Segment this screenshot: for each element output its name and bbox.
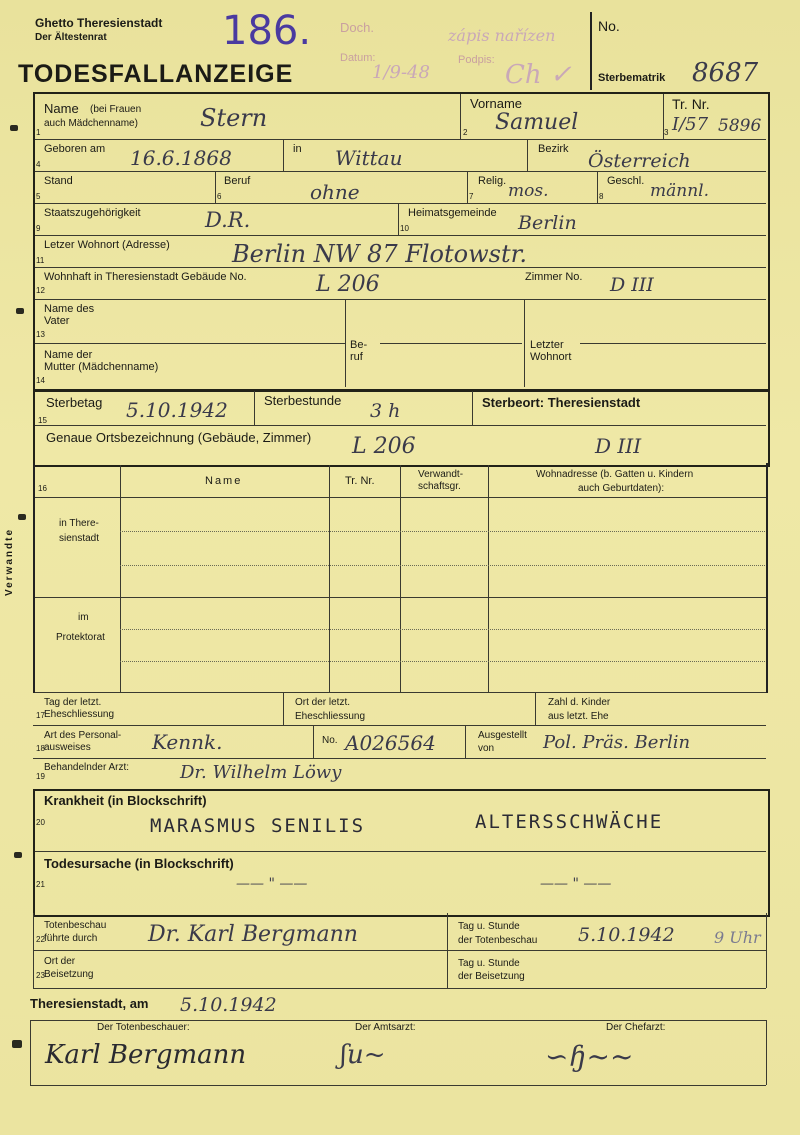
divider	[30, 1020, 31, 1085]
trnr-value2: 5896	[718, 116, 762, 136]
totenbeschau-tag-value: 5.10.1942	[578, 924, 675, 946]
col-divider	[329, 465, 330, 693]
totenbeschau-value: Dr. Karl Bergmann	[148, 922, 358, 947]
geschl-label: Geschl.	[607, 175, 645, 187]
zimmer-value: D III	[610, 274, 654, 296]
place-date-label: Theresienstadt, am	[30, 996, 149, 1011]
divider	[524, 299, 525, 387]
illness-box	[33, 789, 770, 917]
sig2-signature: ʃu~	[340, 1040, 386, 1070]
stamp-signature: Ch ✓	[505, 60, 572, 90]
stamp-note: zápis nařízen	[448, 26, 556, 45]
ausweis-no-value: A026564	[345, 731, 436, 755]
row-line	[33, 988, 766, 989]
dotted-line	[120, 661, 765, 662]
field-number: 4	[36, 160, 41, 169]
geschl-value: männl.	[650, 181, 709, 201]
org-name: Ghetto Theresienstadt	[35, 16, 163, 30]
divider	[465, 725, 466, 758]
col-trnr: Tr. Nr.	[345, 475, 375, 487]
divider	[460, 94, 461, 139]
group-protektorat: im	[78, 612, 89, 623]
wohnhaft-label: Wohnhaft in Theresienstadt Gebäude No.	[44, 271, 247, 283]
totenbeschau-label: Totenbeschau	[44, 920, 107, 931]
handwritten-record-number: 186.	[222, 8, 312, 54]
totenbeschau-tag-label2: der Totenbeschau	[458, 935, 538, 946]
orts-value: L 206	[352, 434, 416, 459]
beruf-parent-label2: ruf	[350, 351, 363, 363]
field-number: 23	[36, 971, 45, 980]
heimat-label: Heimatsgemeinde	[408, 207, 497, 219]
row-line	[30, 1085, 766, 1086]
trnr-value: I/57	[672, 114, 709, 135]
name-hint2: auch Mädchenname)	[44, 118, 138, 129]
divider	[597, 171, 598, 203]
ursache-ditto2: —— " ——	[540, 876, 612, 892]
col-verw: Verwandt-	[418, 469, 464, 480]
row-line	[580, 343, 766, 344]
field-number: 12	[36, 286, 45, 295]
group-theresienstadt: in There-	[59, 518, 99, 529]
sig1-label: Der Totenbeschauer:	[97, 1022, 190, 1033]
geboren-label: Geboren am	[44, 143, 106, 155]
marriage-ort-label2: Eheschliessung	[295, 711, 366, 722]
row-line	[33, 950, 766, 951]
row-line	[35, 203, 766, 204]
sterbetag-value: 5.10.1942	[126, 398, 228, 422]
col-name: Name	[205, 475, 243, 487]
row-line	[35, 851, 766, 852]
kinder-label: Zahl d. Kinder	[548, 697, 611, 708]
relig-value: mos.	[508, 181, 549, 201]
field-number: 9	[36, 224, 41, 233]
dotted-line	[120, 629, 765, 630]
krankheit-value2: ALTERSSCHWÄCHE	[475, 811, 664, 833]
stamp-podpis: Podpis:	[458, 54, 495, 66]
beisetzung-label: Ort der	[44, 956, 76, 967]
sig1-signature: Karl Bergmann	[45, 1040, 247, 1070]
relatives-number: 16	[38, 484, 47, 493]
ausgestellt-value: Pol. Präs. Berlin	[543, 732, 691, 753]
col-wohn2: auch Geburtdaten):	[578, 483, 665, 494]
dotted-line	[120, 565, 765, 566]
sterbetag-label: Sterbetag	[46, 395, 103, 410]
divider	[398, 203, 399, 235]
field-number: 18	[36, 744, 45, 753]
orts-value2: D III	[595, 434, 642, 458]
divider	[467, 171, 468, 203]
in-value: Wittau	[335, 146, 403, 170]
punch-mark	[18, 514, 26, 520]
ausgestellt-label2: von	[478, 743, 495, 754]
marriage-tag-label: Tag der letzt.	[44, 697, 102, 708]
sterbematrik-value: 8687	[692, 58, 759, 88]
marriage-tag-label2: Eheschliessung	[44, 709, 115, 720]
divider	[283, 139, 284, 171]
row-line	[35, 267, 766, 268]
divider	[215, 171, 216, 203]
field-number: 17	[36, 711, 45, 720]
table-border-right	[766, 463, 768, 693]
bezirk-value: Österreich	[588, 150, 691, 172]
punch-mark	[16, 308, 24, 314]
punch-mark	[10, 125, 18, 131]
ausweis-art-label: Art des Personal-	[44, 730, 122, 741]
sterbematrik-label: Sterbematrik	[598, 72, 666, 84]
row-line	[35, 425, 766, 426]
sig3-signature: ∽ɧ~~	[545, 1040, 634, 1073]
row-line	[35, 343, 345, 344]
wohnort-label: Letzer Wohnort (Adresse)	[44, 239, 170, 251]
verwandte-side-label: Verwandte	[4, 527, 15, 596]
orts-label: Genaue Ortsbezeichnung (Gebäude, Zimmer)	[46, 430, 312, 445]
mutter-label2: Mutter (Mädchenname)	[44, 361, 159, 373]
field-number: 20	[36, 818, 45, 827]
totenbeschau-tag-label: Tag u. Stunde	[458, 921, 520, 932]
row-line	[33, 758, 766, 759]
ursache-label: Todesursache (in Blockschrift)	[44, 856, 234, 871]
form-title: TODESFALLANZEIGE	[18, 60, 294, 88]
group-protektorat2: Protektorat	[56, 632, 105, 643]
beruf-parent-label: Be-	[350, 339, 368, 351]
gebaeude-value: L 206	[316, 272, 380, 297]
dotted-line	[120, 531, 765, 532]
row-line	[35, 235, 766, 236]
wohnort-value: Berlin NW 87 Flotowstr.	[232, 240, 528, 268]
stamp-doch: Doch.	[340, 20, 374, 35]
sterbeort-label: Sterbeort: Theresienstadt	[482, 395, 641, 410]
row-line	[33, 725, 766, 726]
row-line	[35, 139, 766, 140]
ausgestellt-label: Ausgestellt	[478, 730, 527, 741]
field-number: 10	[400, 224, 409, 233]
mutter-label: Name der	[44, 349, 93, 361]
totenbeschau-tag-value2: 9 Uhr	[714, 928, 761, 947]
ursache-ditto1: —— " ——	[236, 876, 308, 892]
divider	[472, 391, 473, 425]
punch-mark	[14, 852, 22, 858]
divider	[447, 913, 448, 988]
group-theresienstadt2: sienstadt	[59, 533, 100, 544]
zimmer-label: Zimmer No.	[525, 271, 583, 283]
ausweis-art-label2: ausweises	[44, 742, 91, 753]
stamp-date: 1/9-48	[372, 62, 430, 83]
geboren-value: 16.6.1868	[130, 146, 232, 170]
no-label: No.	[598, 18, 620, 34]
letzter-label: Letzter	[530, 339, 564, 351]
arzt-label: Behandelnder Arzt:	[44, 762, 130, 773]
field-number: 21	[36, 880, 45, 889]
row-line	[380, 343, 522, 344]
col-wohn: Wohnadresse (b. Gatten u. Kindern	[536, 469, 694, 480]
beisetzung-tag-label: Tag u. Stunde	[458, 958, 520, 969]
kinder-label2: aus letzt. Ehe	[548, 711, 609, 722]
sterbestunde-label: Sterbestunde	[264, 393, 342, 408]
sig2-label: Der Amtsarzt:	[355, 1022, 416, 1033]
row-line	[35, 497, 766, 498]
ausweis-no-label: No.	[322, 735, 338, 746]
footer-date-value: 5.10.1942	[180, 994, 277, 1016]
stamp-datum: Datum:	[340, 52, 376, 64]
divider	[33, 913, 34, 988]
field-number: 13	[36, 330, 45, 339]
divider	[313, 725, 314, 758]
name-hint: (bei Frauen	[90, 104, 142, 115]
vater-label: Name des	[44, 303, 95, 315]
stand-label: Stand	[44, 175, 73, 187]
ausweis-art-value: Kennk.	[152, 730, 223, 754]
bezirk-label: Bezirk	[538, 143, 569, 155]
field-number: 14	[36, 376, 45, 385]
heimat-value: Berlin	[518, 212, 577, 234]
divider	[535, 692, 536, 725]
col-divider	[488, 465, 489, 693]
divider	[254, 391, 255, 425]
field-number: 6	[217, 192, 222, 201]
col-verw2: schaftsgr.	[418, 481, 461, 492]
totenbeschau-label2: führte durch	[44, 933, 98, 944]
relig-label: Relig.	[478, 175, 507, 187]
field-number: 1	[36, 128, 41, 137]
field-number: 3	[664, 128, 669, 137]
divider	[283, 692, 284, 725]
krankheit-label: Krankheit (in Blockschrift)	[44, 793, 207, 808]
divider	[527, 139, 528, 171]
marriage-ort-label: Ort der letzt.	[295, 697, 351, 708]
field-number: 2	[463, 128, 468, 137]
row-line	[35, 171, 766, 172]
row-line	[35, 299, 766, 300]
row-line	[35, 597, 766, 598]
vorname-value: Samuel	[495, 110, 579, 135]
field-number: 15	[38, 416, 47, 425]
letzter-label2: Wohnort	[530, 351, 572, 363]
vater-label2: Vater	[44, 315, 70, 327]
beruf-value: ohne	[310, 180, 360, 204]
col-divider	[400, 465, 401, 693]
sterbestunde-value: 3 h	[370, 400, 401, 422]
beisetzung-label2: Beisetzung	[44, 969, 94, 980]
beisetzung-tag-label2: der Beisetzung	[458, 971, 525, 982]
field-number: 22	[36, 935, 45, 944]
divider	[766, 913, 767, 988]
row-line	[30, 1020, 766, 1021]
divider	[345, 299, 346, 387]
field-number: 7	[469, 192, 474, 201]
row-line	[35, 692, 766, 693]
org-council: Der Ältestenrat	[35, 32, 107, 43]
trnr-label: Tr. Nr.	[672, 96, 710, 112]
field-number: 11	[36, 256, 45, 265]
name-value: Stern	[200, 104, 268, 132]
col-divider	[120, 465, 121, 693]
krankheit-value1: MARASMUS SENILIS	[150, 815, 366, 837]
vorname-label: Vorname	[470, 96, 523, 111]
staats-label: Staatszugehörigkeit	[44, 207, 141, 219]
header-divider	[590, 12, 592, 90]
field-number: 19	[36, 772, 45, 781]
in-label: in	[293, 143, 302, 155]
beruf-label: Beruf	[224, 175, 251, 187]
name-label: Name	[44, 101, 79, 116]
staats-value: D.R.	[205, 208, 251, 232]
sig3-label: Der Chefarzt:	[606, 1022, 666, 1033]
punch-mark	[12, 1040, 22, 1048]
arzt-value: Dr. Wilhelm Löwy	[180, 762, 342, 783]
field-number: 5	[36, 192, 41, 201]
divider	[766, 1020, 767, 1085]
field-number: 8	[599, 192, 604, 201]
